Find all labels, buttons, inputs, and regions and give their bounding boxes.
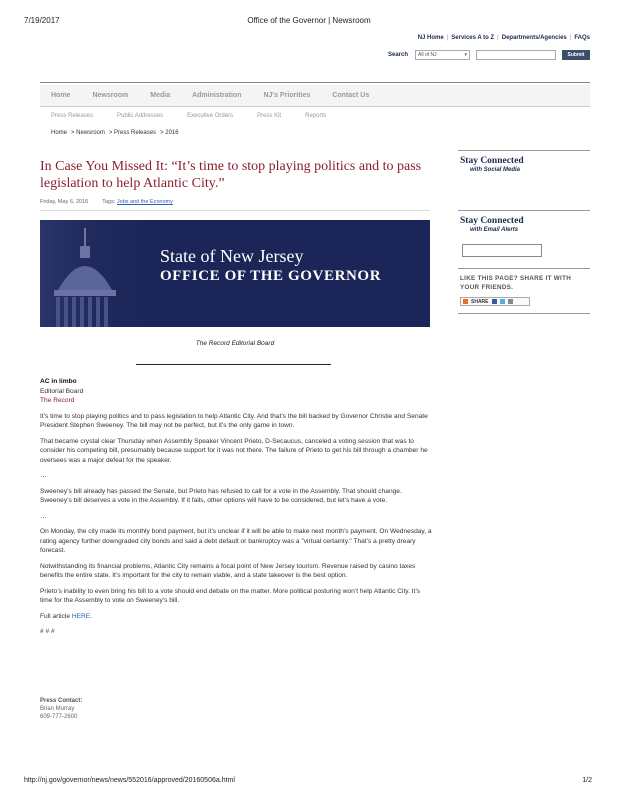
main-nav	[40, 85, 590, 107]
full-article-line	[40, 612, 432, 622]
divider	[458, 268, 590, 269]
article-subhead: AC in limbo	[40, 378, 77, 385]
print-url: http://nj.gov/governor/news/news/552016/approved/20160506a.html	[24, 777, 235, 784]
nav-administration[interactable]: Administration	[192, 92, 242, 99]
breadcrumb-press-releases[interactable]: > Press Releases	[108, 130, 157, 136]
full-article-link[interactable]: HERE	[71, 612, 91, 620]
search-scope-value: All of NJ	[418, 52, 437, 58]
ellipsis: …	[40, 512, 47, 520]
share-label: SHARE	[471, 298, 489, 305]
nj-home-link[interactable]: NJ Home	[417, 35, 444, 41]
twitter-icon	[500, 299, 505, 304]
search-scope-select[interactable]	[415, 50, 470, 60]
subnav-executive-orders[interactable]: Executive Orders	[187, 113, 234, 119]
search-input[interactable]	[476, 50, 556, 60]
subnav-public-addresses[interactable]: Public Addresses	[117, 113, 164, 119]
statehouse-dome-icon	[40, 220, 160, 327]
article-meta	[40, 199, 173, 205]
subnav-reports[interactable]: Reports	[305, 113, 327, 119]
full-article-prefix: Full article	[40, 612, 72, 620]
byline: Editorial Board	[40, 387, 84, 395]
ellipsis: …	[40, 472, 47, 479]
divider	[40, 82, 590, 83]
breadcrumb-year[interactable]: > 2016	[160, 130, 179, 136]
paragraph: Notwithstanding its financial problems, Atlantic City remains a focal point of New Jersey tourism. Revenue raised by casino taxes benefits the entire state. It’s important for the city to remain viable, and a state takeover is the best option.	[40, 562, 416, 579]
share-button[interactable]	[460, 297, 530, 306]
banner-office-text: OFFICE OF THE GOVERNOR	[160, 268, 382, 284]
paragraph: On Monday, the city made its monthly bond payment, but it’s unclear if it will be able to make next month’s payment. On Wednesday, a rating agency further downgraded city bonds and said a debt default or bankruptcy was a "virtual certainty." That’s a pretty dreary forecast.	[40, 528, 432, 554]
services-link[interactable]: Services A to Z	[451, 35, 495, 41]
nav-contact[interactable]: Contact Us	[332, 92, 370, 99]
divider	[40, 210, 430, 211]
facebook-icon	[492, 299, 497, 304]
social-heading: Stay Connected	[460, 156, 524, 166]
separator: |	[569, 35, 572, 41]
press-contact-phone: 609-777-2600	[40, 714, 78, 720]
separator: |	[497, 35, 499, 41]
nav-newsroom[interactable]: Newsroom	[92, 92, 129, 99]
faqs-link[interactable]: FAQs	[574, 35, 590, 41]
chevron-down-icon: ▾	[464, 52, 467, 58]
paragraph: Sweeney’s bill already has passed the Senate, but Prieto has refused to call for a vote in the Assembly. That should change. Sweeney’s bill deserves a vote in the Assembly. If it fails, other options will have to be considered, but let’s have a vote.	[40, 487, 402, 504]
paragraph: Prieto’s inability to even bring his bill to a vote should end debate on the matter. More political posturing won’t help Atlantic City. It’s time for the Assembly to vote on Sweeney’s bill.	[40, 587, 421, 604]
submit-button[interactable]: Submit	[562, 50, 590, 60]
departments-link[interactable]: Departments/Agencies	[501, 35, 567, 41]
divider	[458, 210, 590, 211]
search-label: Search	[387, 52, 408, 58]
article-date: Friday, May 6, 2016	[40, 199, 89, 205]
press-contact-label: Press Contact:	[40, 698, 83, 704]
subnav-press-kit[interactable]: Press Kit	[257, 113, 282, 119]
breadcrumb-newsroom[interactable]: > Newsroom	[71, 130, 105, 136]
tags-label: Tags:	[102, 199, 116, 205]
tag-link[interactable]: Jobs and the Economy	[116, 199, 173, 205]
paragraph: That became crystal clear Thursday when Assembly Speaker Vincent Prieto, D-Secaucus, canceled a voting session that was to consider his competing bill, presumably because support for it was not there. The failure of Prieto to get his bill through a chamber he oversees was a major defeat for the speaker.	[40, 437, 428, 464]
share-icon	[463, 299, 468, 304]
breadcrumb-home[interactable]: Home	[51, 130, 68, 136]
paragraph: It’s time to stop playing politics and to pass legislation to help Atlantic City. And that’s the bill backed by Governor Christie and Senate President Stephen Sweeney. The bill may not be perfect, but it’s the only game in town.	[40, 412, 428, 429]
email-subheading: with Email Alerts	[470, 227, 519, 233]
article-tags	[102, 199, 173, 205]
breadcrumb	[51, 130, 179, 136]
divider	[136, 364, 331, 365]
nav-priorities[interactable]: NJ's Priorities	[263, 92, 311, 99]
utility-nav	[418, 35, 590, 41]
divider	[458, 313, 590, 314]
full-article-suffix: .	[90, 612, 93, 620]
press-contact	[40, 697, 82, 721]
governor-banner	[40, 220, 430, 327]
article-title: In Case You Missed It: “It’s time to stop playing politics and to pass legislation to help Atlantic City.”	[40, 159, 422, 191]
email-icon	[508, 299, 513, 304]
nav-home[interactable]: Home	[51, 92, 71, 99]
email-alert-input[interactable]	[462, 244, 542, 257]
divider	[458, 150, 590, 151]
sub-nav	[51, 113, 326, 119]
page-number: 1/2	[582, 777, 592, 784]
press-contact-name: Brian Murray	[40, 706, 75, 712]
share-prompt: LIKE THIS PAGE? SHARE IT WITH YOUR FRIENDS.	[460, 275, 572, 291]
print-page-title: Office of the Governor | Newsroom	[247, 16, 371, 25]
subnav-press-releases[interactable]: Press Releases	[51, 113, 94, 119]
banner-state-text: State of New Jersey	[160, 246, 304, 266]
email-heading: Stay Connected	[460, 216, 524, 226]
end-mark: # # #	[40, 628, 55, 635]
image-caption: The Record Editorial Board	[195, 340, 275, 347]
social-subheading[interactable]: with Social Media	[470, 167, 521, 173]
nav-media[interactable]: Media	[150, 92, 171, 99]
article-body	[40, 377, 432, 643]
search-bar	[388, 50, 590, 60]
publication-name: The Record	[40, 397, 75, 404]
separator: |	[446, 35, 449, 41]
print-date: 7/19/2017	[24, 16, 60, 25]
